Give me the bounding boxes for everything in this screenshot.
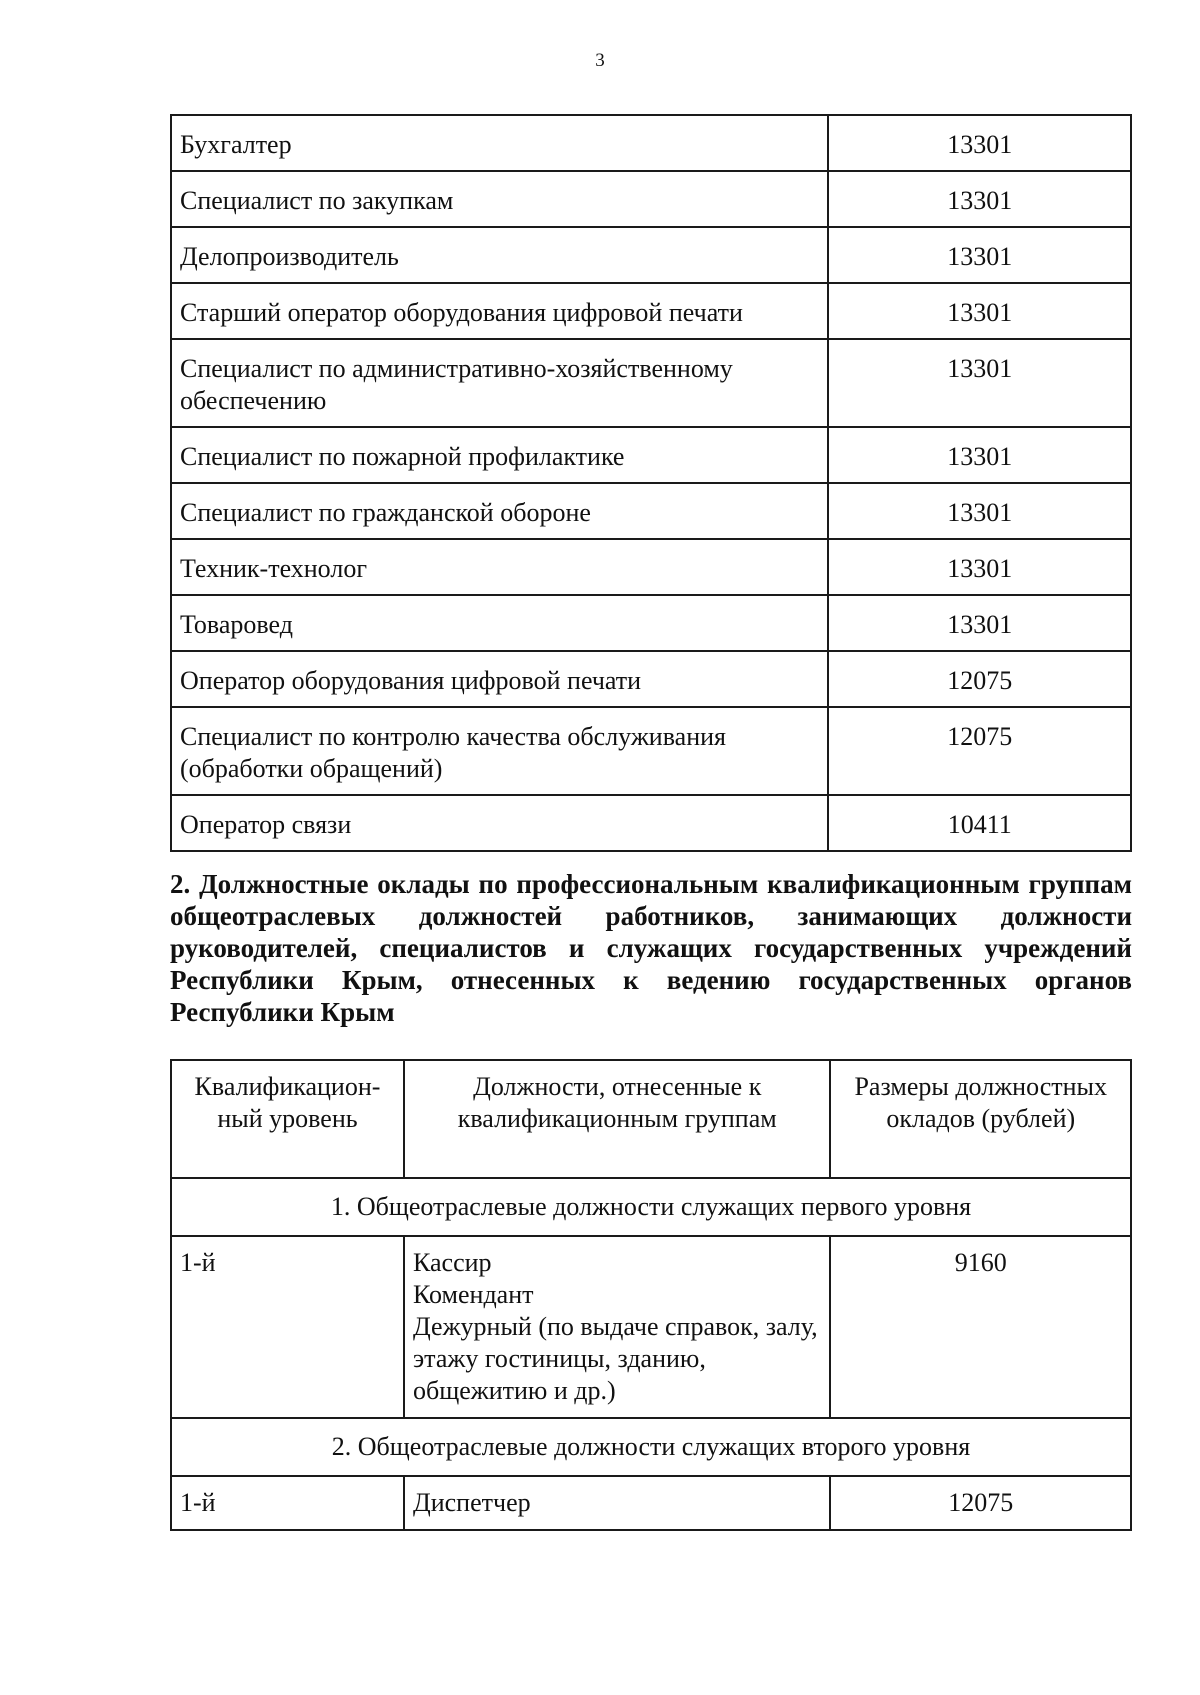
salary-table-2 <box>170 1059 1132 1531</box>
position-cell: Делопроизводитель <box>171 227 828 283</box>
position-cell: Специалист по административно-хозяйственному обеспечению <box>171 339 828 427</box>
job-title: Дежурный (по выдаче справок, залу, этажу гостиницы, зданию, общежитию и др.) <box>412 1312 818 1405</box>
jobs-cell <box>404 1236 831 1418</box>
position-cell: Специалист по гражданской обороне <box>171 483 828 539</box>
header-level: Квалификацион-ный уровень <box>171 1060 404 1178</box>
salary-cell: 13301 <box>828 227 1131 283</box>
position-cell: Специалист по контролю качества обслуживания (обработки обращений) <box>171 707 828 795</box>
table-row <box>171 651 1131 707</box>
table-row <box>171 595 1131 651</box>
table-row <box>171 427 1131 483</box>
salary-cell: 13301 <box>828 427 1131 483</box>
position-cell: Товаровед <box>171 595 828 651</box>
table-row <box>171 339 1131 427</box>
position-cell: Специалист по пожарной профилактике <box>171 427 828 483</box>
group-title: 1. Общеотраслевые должности служащих первого уровня <box>171 1178 1131 1236</box>
salary-cell: 13301 <box>828 339 1131 427</box>
position-cell: Оператор связи <box>171 795 828 851</box>
table-row <box>171 1476 1131 1530</box>
job-title: Кассир <box>412 1248 492 1277</box>
job-title: Комендант <box>412 1280 534 1309</box>
table-row <box>171 283 1131 339</box>
group-title-row <box>171 1178 1131 1236</box>
group-title-row <box>171 1418 1131 1476</box>
table-row <box>171 707 1131 795</box>
table-header-row <box>171 1060 1131 1178</box>
salary-cell: 13301 <box>828 595 1131 651</box>
jobs-cell <box>404 1476 831 1530</box>
table-row <box>171 171 1131 227</box>
salary-cell: 13301 <box>828 115 1131 171</box>
job-title: Диспетчер <box>412 1488 531 1517</box>
section-heading: 2. Должностные оклады по профессиональным квалификационным группам общеотраслевых должностей работников, занимающих должности руководителей, специалистов и служащих государственных учреждений Республики Крым, отнесенных к ведению государственных органов Республики Крым <box>170 869 1132 1027</box>
table-row <box>171 1236 1131 1418</box>
salary-cell: 10411 <box>828 795 1131 851</box>
position-cell: Бухгалтер <box>171 115 828 171</box>
salary-table-1 <box>170 114 1132 852</box>
page-number: 3 <box>595 50 605 71</box>
position-cell: Техник-технолог <box>171 539 828 595</box>
salary-cell: 13301 <box>828 539 1131 595</box>
position-cell: Старший оператор оборудования цифровой печати <box>171 283 828 339</box>
salary-cell: 13301 <box>828 483 1131 539</box>
table-row <box>171 227 1131 283</box>
table-row <box>171 795 1131 851</box>
salary-cell: 9160 <box>830 1236 1131 1418</box>
level-cell: 1-й <box>171 1236 404 1418</box>
salary-cell: 13301 <box>828 283 1131 339</box>
table-row <box>171 539 1131 595</box>
header-salary: Размеры должностных окладов (рублей) <box>830 1060 1131 1178</box>
table-row <box>171 483 1131 539</box>
group-title: 2. Общеотраслевые должности служащих второго уровня <box>171 1418 1131 1476</box>
level-cell: 1-й <box>171 1476 404 1530</box>
salary-cell: 13301 <box>828 171 1131 227</box>
salary-cell: 12075 <box>828 707 1131 795</box>
header-jobs: Должности, отнесенные к квалификационным группам <box>404 1060 831 1178</box>
position-cell: Специалист по закупкам <box>171 171 828 227</box>
salary-cell: 12075 <box>828 651 1131 707</box>
table-row <box>171 115 1131 171</box>
salary-cell: 12075 <box>830 1476 1131 1530</box>
position-cell: Оператор оборудования цифровой печати <box>171 651 828 707</box>
